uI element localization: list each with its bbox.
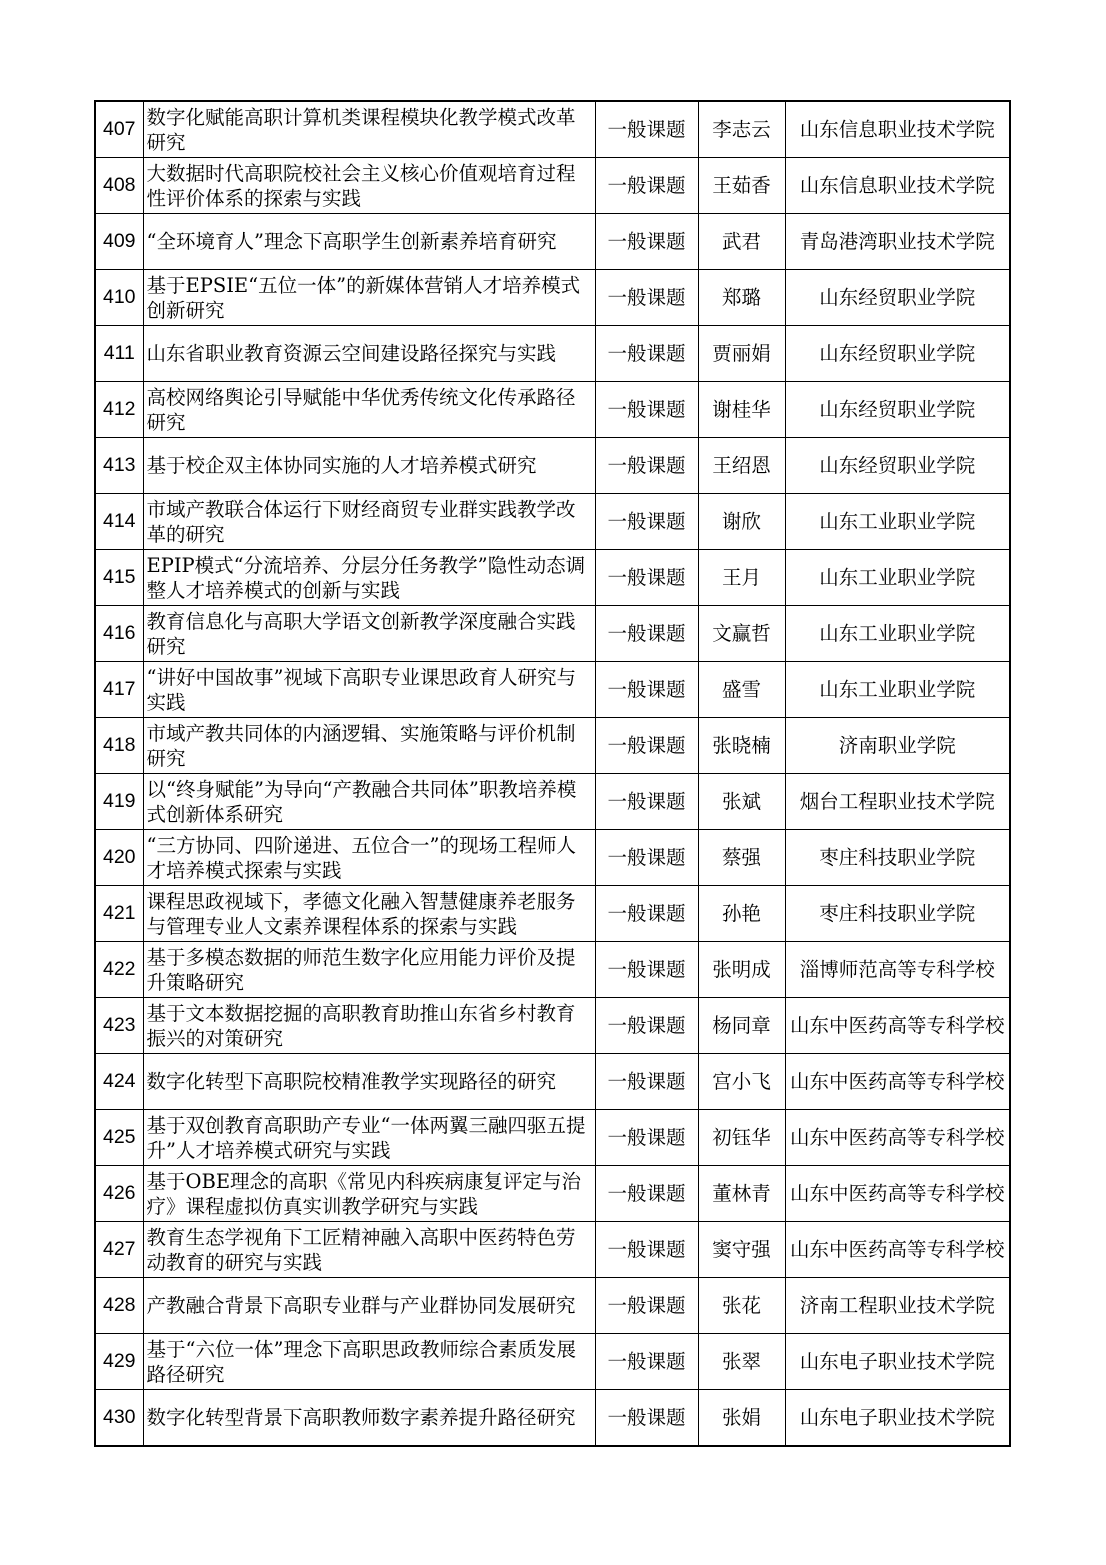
table-row	[95, 998, 1010, 1054]
projects-table-body	[95, 101, 1010, 1446]
institution: 山东中医药高等专科学校	[785, 1222, 1010, 1278]
table-row	[95, 1054, 1010, 1110]
project-leader: 贾丽娟	[698, 326, 785, 382]
institution: 山东中医药高等专科学校	[785, 1166, 1010, 1222]
project-leader: 郑璐	[698, 270, 785, 326]
row-number: 423	[95, 998, 143, 1054]
table-row	[95, 158, 1010, 214]
row-number: 430	[95, 1390, 143, 1447]
row-number: 426	[95, 1166, 143, 1222]
institution: 枣庄科技职业学院	[785, 830, 1010, 886]
institution: 济南工程职业技术学院	[785, 1278, 1010, 1334]
row-number: 427	[95, 1222, 143, 1278]
institution: 山东信息职业技术学院	[785, 101, 1010, 158]
project-leader: 董林青	[698, 1166, 785, 1222]
institution: 山东工业职业学院	[785, 662, 1010, 718]
projects-table	[94, 100, 1011, 1447]
institution: 山东电子职业技术学院	[785, 1334, 1010, 1390]
institution: 青岛港湾职业技术学院	[785, 214, 1010, 270]
institution: 烟台工程职业技术学院	[785, 774, 1010, 830]
project-type: 一般课题	[595, 326, 698, 382]
table-row	[95, 270, 1010, 326]
project-type: 一般课题	[595, 1054, 698, 1110]
project-type: 一般课题	[595, 101, 698, 158]
project-leader: 王绍恩	[698, 438, 785, 494]
project-title: 教育信息化与高职大学语文创新教学深度融合实践研究	[143, 606, 595, 662]
document-page	[94, 100, 1009, 1447]
row-number: 420	[95, 830, 143, 886]
row-number: 419	[95, 774, 143, 830]
project-title: 基于“六位一体”理念下高职思政教师综合素质发展路径研究	[143, 1334, 595, 1390]
table-row	[95, 1278, 1010, 1334]
project-type: 一般课题	[595, 382, 698, 438]
project-leader: 蔡强	[698, 830, 785, 886]
row-number: 429	[95, 1334, 143, 1390]
project-type: 一般课题	[595, 830, 698, 886]
project-title: 数字化转型下高职院校精准教学实现路径的研究	[143, 1054, 595, 1110]
table-row	[95, 326, 1010, 382]
table-row	[95, 1390, 1010, 1447]
project-title: “全环境育人”理念下高职学生创新素养培育研究	[143, 214, 595, 270]
project-title: 课程思政视域下，孝德文化融入智慧健康养老服务与管理专业人文素养课程体系的探索与实践	[143, 886, 595, 942]
table-row	[95, 382, 1010, 438]
project-title: 山东省职业教育资源云空间建设路径探究与实践	[143, 326, 595, 382]
project-leader: 武君	[698, 214, 785, 270]
project-leader: 张娟	[698, 1390, 785, 1447]
row-number: 410	[95, 270, 143, 326]
project-title: 数字化转型背景下高职教师数字素养提升路径研究	[143, 1390, 595, 1447]
institution: 山东中医药高等专科学校	[785, 1110, 1010, 1166]
row-number: 413	[95, 438, 143, 494]
project-type: 一般课题	[595, 1166, 698, 1222]
institution: 山东经贸职业学院	[785, 326, 1010, 382]
project-title: 数字化赋能高职计算机类课程模块化教学模式改革研究	[143, 101, 595, 158]
project-leader: 杨同章	[698, 998, 785, 1054]
row-number: 416	[95, 606, 143, 662]
project-type: 一般课题	[595, 1278, 698, 1334]
project-type: 一般课题	[595, 662, 698, 718]
table-row	[95, 662, 1010, 718]
row-number: 407	[95, 101, 143, 158]
table-row	[95, 101, 1010, 158]
project-type: 一般课题	[595, 270, 698, 326]
project-type: 一般课题	[595, 998, 698, 1054]
row-number: 421	[95, 886, 143, 942]
institution: 山东中医药高等专科学校	[785, 1054, 1010, 1110]
row-number: 415	[95, 550, 143, 606]
table-row	[95, 438, 1010, 494]
project-leader: 文赢哲	[698, 606, 785, 662]
project-type: 一般课题	[595, 214, 698, 270]
project-type: 一般课题	[595, 774, 698, 830]
project-type: 一般课题	[595, 438, 698, 494]
institution: 山东电子职业技术学院	[785, 1390, 1010, 1447]
project-title: “三方协同、四阶递进、五位合一”的现场工程师人才培养模式探索与实践	[143, 830, 595, 886]
institution: 山东工业职业学院	[785, 550, 1010, 606]
row-number: 418	[95, 718, 143, 774]
institution: 山东工业职业学院	[785, 606, 1010, 662]
project-type: 一般课题	[595, 718, 698, 774]
table-row	[95, 1166, 1010, 1222]
table-row	[95, 494, 1010, 550]
project-title: 高校网络舆论引导赋能中华优秀传统文化传承路径研究	[143, 382, 595, 438]
table-row	[95, 830, 1010, 886]
project-title: 基于EPSIE“五位一体”的新媒体营销人才培养模式创新研究	[143, 270, 595, 326]
row-number: 412	[95, 382, 143, 438]
project-type: 一般课题	[595, 494, 698, 550]
institution: 济南职业学院	[785, 718, 1010, 774]
project-type: 一般课题	[595, 550, 698, 606]
project-type: 一般课题	[595, 1334, 698, 1390]
institution: 山东经贸职业学院	[785, 270, 1010, 326]
project-leader: 张斌	[698, 774, 785, 830]
institution: 枣庄科技职业学院	[785, 886, 1010, 942]
project-title: 以“终身赋能”为导向“产教融合共同体”职教培养模式创新体系研究	[143, 774, 595, 830]
project-type: 一般课题	[595, 158, 698, 214]
row-number: 425	[95, 1110, 143, 1166]
table-row	[95, 942, 1010, 998]
project-type: 一般课题	[595, 886, 698, 942]
table-row	[95, 550, 1010, 606]
table-row	[95, 1110, 1010, 1166]
table-row	[95, 1222, 1010, 1278]
row-number: 408	[95, 158, 143, 214]
row-number: 414	[95, 494, 143, 550]
project-type: 一般课题	[595, 1222, 698, 1278]
project-title: 大数据时代高职院校社会主义核心价值观培育过程性评价体系的探索与实践	[143, 158, 595, 214]
project-leader: 初钰华	[698, 1110, 785, 1166]
project-type: 一般课题	[595, 942, 698, 998]
project-leader: 张花	[698, 1278, 785, 1334]
project-title: 基于校企双主体协同实施的人才培养模式研究	[143, 438, 595, 494]
institution: 山东经贸职业学院	[785, 438, 1010, 494]
project-leader: 谢欣	[698, 494, 785, 550]
project-title: 基于OBE理念的高职《常见内科疾病康复评定与治疗》课程虚拟仿真实训教学研究与实践	[143, 1166, 595, 1222]
project-leader: 张翠	[698, 1334, 785, 1390]
project-leader: 王茹香	[698, 158, 785, 214]
table-row	[95, 886, 1010, 942]
project-leader: 窦守强	[698, 1222, 785, 1278]
project-title: 基于文本数据挖掘的高职教育助推山东省乡村教育振兴的对策研究	[143, 998, 595, 1054]
table-row	[95, 774, 1010, 830]
project-title: 基于多模态数据的师范生数字化应用能力评价及提升策略研究	[143, 942, 595, 998]
institution: 山东信息职业技术学院	[785, 158, 1010, 214]
table-row	[95, 1334, 1010, 1390]
project-title: 市域产教联合体运行下财经商贸专业群实践教学改革的研究	[143, 494, 595, 550]
institution: 山东工业职业学院	[785, 494, 1010, 550]
table-row	[95, 214, 1010, 270]
project-title: “讲好中国故事”视域下高职专业课思政育人研究与实践	[143, 662, 595, 718]
project-leader: 盛雪	[698, 662, 785, 718]
project-title: EPIP模式“分流培养、分层分任务教学”隐性动态调整人才培养模式的创新与实践	[143, 550, 595, 606]
row-number: 422	[95, 942, 143, 998]
institution: 山东经贸职业学院	[785, 382, 1010, 438]
row-number: 417	[95, 662, 143, 718]
project-leader: 谢桂华	[698, 382, 785, 438]
project-type: 一般课题	[595, 1390, 698, 1447]
project-title: 市域产教共同体的内涵逻辑、实施策略与评价机制研究	[143, 718, 595, 774]
row-number: 424	[95, 1054, 143, 1110]
institution: 淄博师范高等专科学校	[785, 942, 1010, 998]
project-leader: 李志云	[698, 101, 785, 158]
table-row	[95, 606, 1010, 662]
project-leader: 宫小飞	[698, 1054, 785, 1110]
project-type: 一般课题	[595, 606, 698, 662]
project-leader: 孙艳	[698, 886, 785, 942]
row-number: 411	[95, 326, 143, 382]
row-number: 409	[95, 214, 143, 270]
institution: 山东中医药高等专科学校	[785, 998, 1010, 1054]
project-title: 产教融合背景下高职专业群与产业群协同发展研究	[143, 1278, 595, 1334]
project-title: 教育生态学视角下工匠精神融入高职中医药特色劳动教育的研究与实践	[143, 1222, 595, 1278]
table-row	[95, 718, 1010, 774]
project-leader: 张明成	[698, 942, 785, 998]
row-number: 428	[95, 1278, 143, 1334]
project-leader: 张晓楠	[698, 718, 785, 774]
project-type: 一般课题	[595, 1110, 698, 1166]
project-title: 基于双创教育高职助产专业“一体两翼三融四驱五提升”人才培养模式研究与实践	[143, 1110, 595, 1166]
project-leader: 王月	[698, 550, 785, 606]
